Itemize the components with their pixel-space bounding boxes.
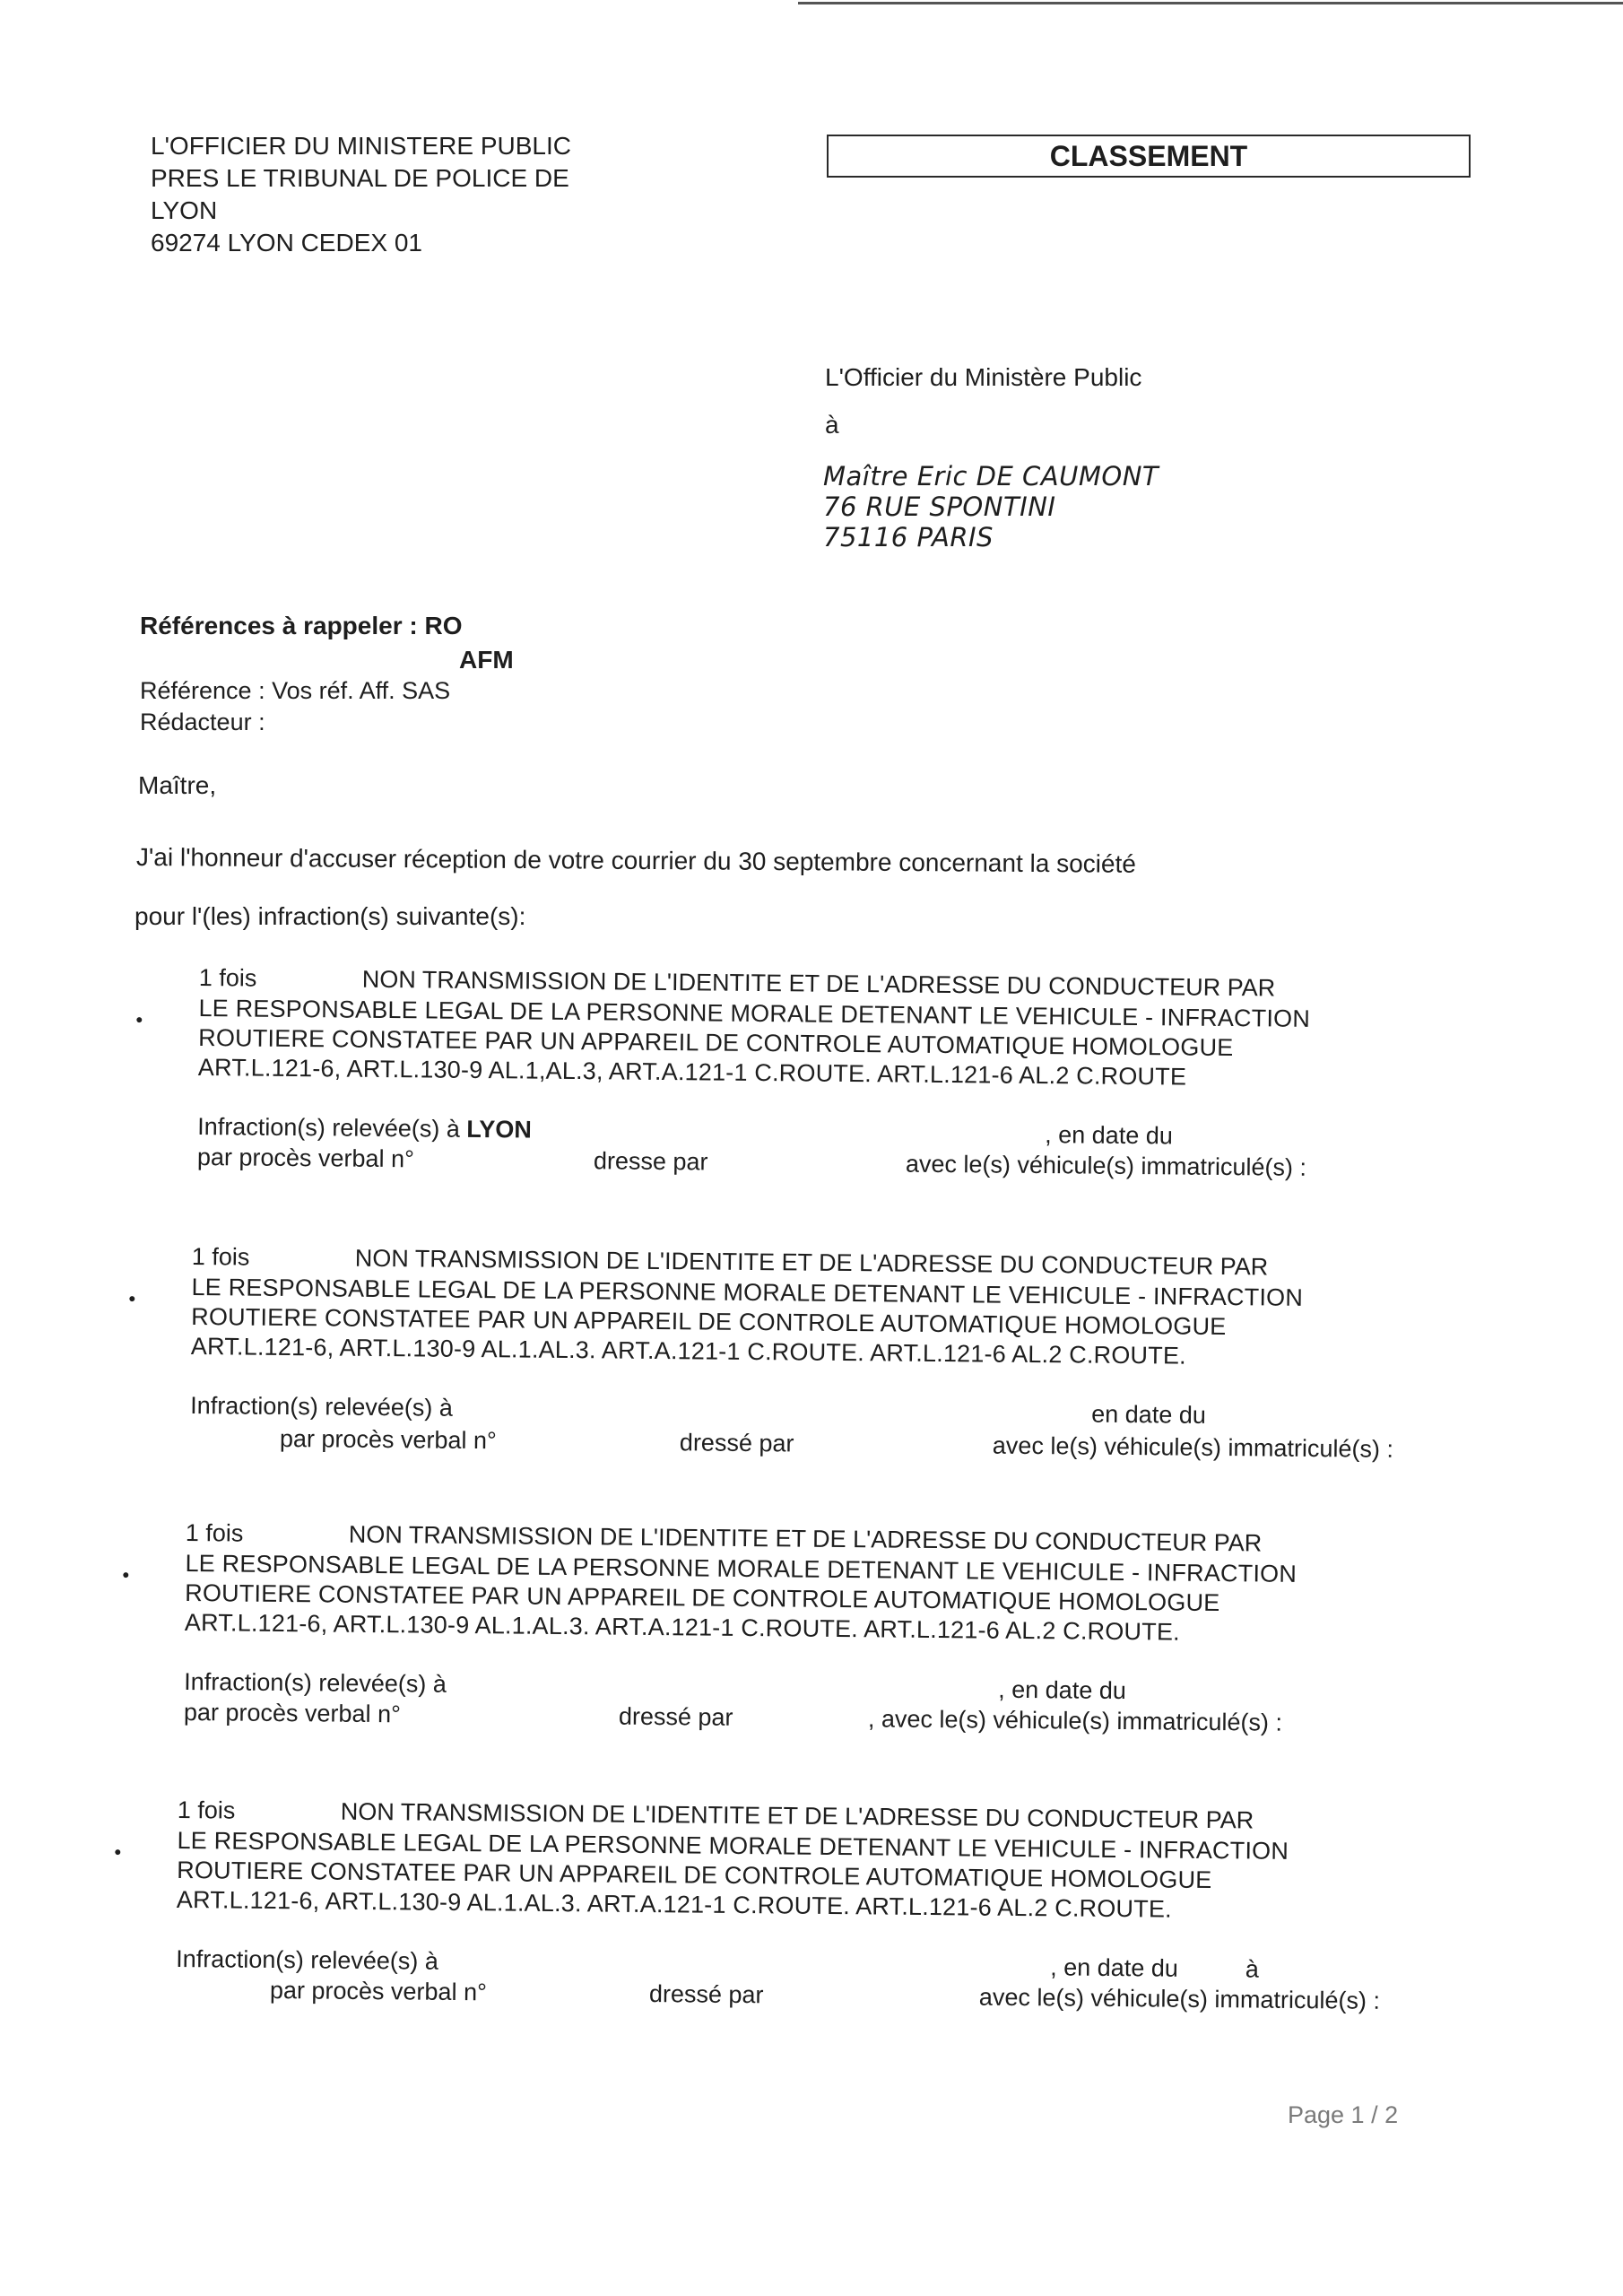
description-line: ART.L.121-6, ART.L.130-9 AL.1.AL.3. ART.A.121-1 C.ROUTE. ART.L.121-6 AL.2 C.ROUTE. <box>184 1608 1180 1646</box>
dresse-par: dressé par <box>618 1702 733 1731</box>
infraction-date: , en date du à <box>1050 1953 1260 1983</box>
sender-line: PRES LE TRIBUNAL DE POLICE DE <box>151 164 569 192</box>
reference-line: Référence : Vos réf. Aff. SAS <box>140 677 451 704</box>
place-label: Infraction(s) relevée(s) à <box>197 1112 461 1143</box>
infractions-intro: pour l'(les) infraction(s) suivante(s): <box>135 902 526 930</box>
description-line: ROUTIERE CONSTATEE PAR UN APPAREIL DE CONTROLE AUTOMATIQUE HOMOLOGUE <box>198 1023 1234 1062</box>
dresse-par: dresse par <box>593 1147 708 1176</box>
bullet-icon: • <box>122 1563 130 1587</box>
infraction-date: en date du <box>1091 1400 1206 1429</box>
infraction-count: 1 fois <box>177 1796 236 1824</box>
references-code: AFM <box>459 646 514 674</box>
infraction-description <box>177 1826 1289 1926</box>
pv-number: par procès verbal n° <box>269 1976 487 2006</box>
infraction-place <box>190 1392 453 1422</box>
description-line: LE RESPONSABLE LEGAL DE LA PERSONNE MORALE DETENANT LE VEHICULE - INFRACTION <box>198 994 1311 1032</box>
place-label: Infraction(s) relevée(s) à <box>176 1944 439 1975</box>
description-line: ROUTIERE CONSTATEE PAR UN APPAREIL DE CONTROLE AUTOMATIQUE HOMOLOGUE <box>185 1578 1220 1617</box>
sender-line: LYON <box>151 196 218 224</box>
infraction-block <box>135 964 1490 1210</box>
recipient-line: Maître Eric DE CAUMONT <box>823 461 1159 491</box>
vehicule-line: avec le(s) véhicule(s) immatriculé(s) : <box>992 1431 1394 1463</box>
references-label: Références à rappeler : RO <box>140 612 463 639</box>
description-line: LE RESPONSABLE LEGAL DE LA PERSONNE MORALE DETENANT LE VEHICULE - INFRACTION <box>177 1826 1289 1865</box>
description-line: ART.L.121-6, ART.L.130-9 AL.1,AL.3, ART.A.121-1 C.ROUTE. ART.L.121-6 AL.2 C.ROUTE <box>197 1053 1187 1091</box>
infraction-title: NON TRANSMISSION DE L'IDENTITE ET DE L'ADRESSE DU CONDUCTEUR PAR <box>340 1797 1254 1834</box>
infraction-block <box>122 1519 1477 1765</box>
infraction-place <box>197 1113 532 1144</box>
infraction-date: , en date du <box>1045 1121 1173 1150</box>
recipient-address <box>823 461 1159 552</box>
infraction-block <box>128 1243 1483 1489</box>
description-line: ART.L.121-6, ART.L.130-9 AL.1.AL.3. ART.A.121-1 C.ROUTE. ART.L.121-6 AL.2 C.ROUTE. <box>176 1885 1172 1923</box>
infraction-title: NON TRANSMISSION DE L'IDENTITE ET DE L'ADRESSE DU CONDUCTEUR PAR <box>354 1244 1269 1281</box>
infraction-count: 1 fois <box>191 1243 250 1271</box>
from-line: L'Officier du Ministère Public <box>825 363 1142 391</box>
infraction-count: 1 fois <box>198 964 257 992</box>
vehicule-line: avec le(s) véhicule(s) immatriculé(s) : <box>905 1150 1307 1181</box>
pv-number: par procès verbal n° <box>196 1143 414 1173</box>
infraction-date: , en date du <box>998 1675 1126 1705</box>
bullet-icon: • <box>128 1287 136 1310</box>
infraction-description <box>198 994 1310 1093</box>
description-line: ROUTIERE CONSTATEE PAR UN APPAREIL DE CONTROLE AUTOMATIQUE HOMOLOGUE <box>177 1856 1212 1894</box>
place-label: Infraction(s) relevée(s) à <box>184 1667 447 1698</box>
infraction-block <box>114 1796 1469 2042</box>
vehicule-line: , avec le(s) véhicule(s) immatriculé(s) : <box>867 1705 1283 1736</box>
pv-number: par procès verbal n° <box>279 1424 497 1455</box>
salutation: Maître, <box>138 771 217 799</box>
to-preposition: à <box>825 411 839 439</box>
dresse-par: dressé par <box>679 1429 794 1457</box>
bullet-icon: • <box>135 1008 143 1031</box>
bullet-icon: • <box>114 1840 122 1864</box>
redacteur-line: Rédacteur : <box>140 709 265 735</box>
recipient-line: 76 RUE SPONTINI <box>823 491 1056 522</box>
description-line: LE RESPONSABLE LEGAL DE LA PERSONNE MORALE DETENANT LE VEHICULE - INFRACTION <box>191 1273 1304 1311</box>
place-value: LYON <box>466 1115 533 1144</box>
place-label: Infraction(s) relevée(s) à <box>190 1391 454 1422</box>
infraction-count: 1 fois <box>185 1519 244 1547</box>
recipient-line: 75116 PARIS <box>823 522 994 552</box>
infraction-place <box>176 1945 438 1976</box>
infraction-description <box>185 1549 1297 1648</box>
classement-heading: CLASSEMENT <box>827 135 1471 178</box>
sender-line: 69274 LYON CEDEX 01 <box>151 229 422 257</box>
sender-line: L'OFFICIER DU MINISTERE PUBLIC <box>151 132 571 160</box>
page-number: Page 1 / 2 <box>1288 2101 1399 2128</box>
pv-number: par procès verbal n° <box>183 1698 401 1728</box>
intro-paragraph: J'ai l'honneur d'accuser réception de votre courrier du 30 septembre concernant la société <box>135 843 1136 878</box>
description-line: LE RESPONSABLE LEGAL DE LA PERSONNE MORALE DETENANT LE VEHICULE - INFRACTION <box>185 1549 1298 1587</box>
infraction-title: NON TRANSMISSION DE L'IDENTITE ET DE L'ADRESSE DU CONDUCTEUR PAR <box>348 1520 1263 1557</box>
vehicule-line: avec le(s) véhicule(s) immatriculé(s) : <box>978 1983 1381 2014</box>
description-line: ROUTIERE CONSTATEE PAR UN APPAREIL DE CONTROLE AUTOMATIQUE HOMOLOGUE <box>191 1302 1227 1341</box>
description-line: ART.L.121-6, ART.L.130-9 AL.1.AL.3. ART.A.121-1 C.ROUTE. ART.L.121-6 AL.2 C.ROUTE. <box>190 1332 1186 1370</box>
dresse-par: dressé par <box>648 1980 764 2009</box>
infraction-title: NON TRANSMISSION DE L'IDENTITE ET DE L'ADRESSE DU CONDUCTEUR PAR <box>361 965 1276 1002</box>
infraction-place <box>184 1668 447 1699</box>
infraction-description <box>191 1273 1303 1372</box>
sender-address <box>151 130 571 259</box>
scan-top-rule <box>798 2 1623 4</box>
